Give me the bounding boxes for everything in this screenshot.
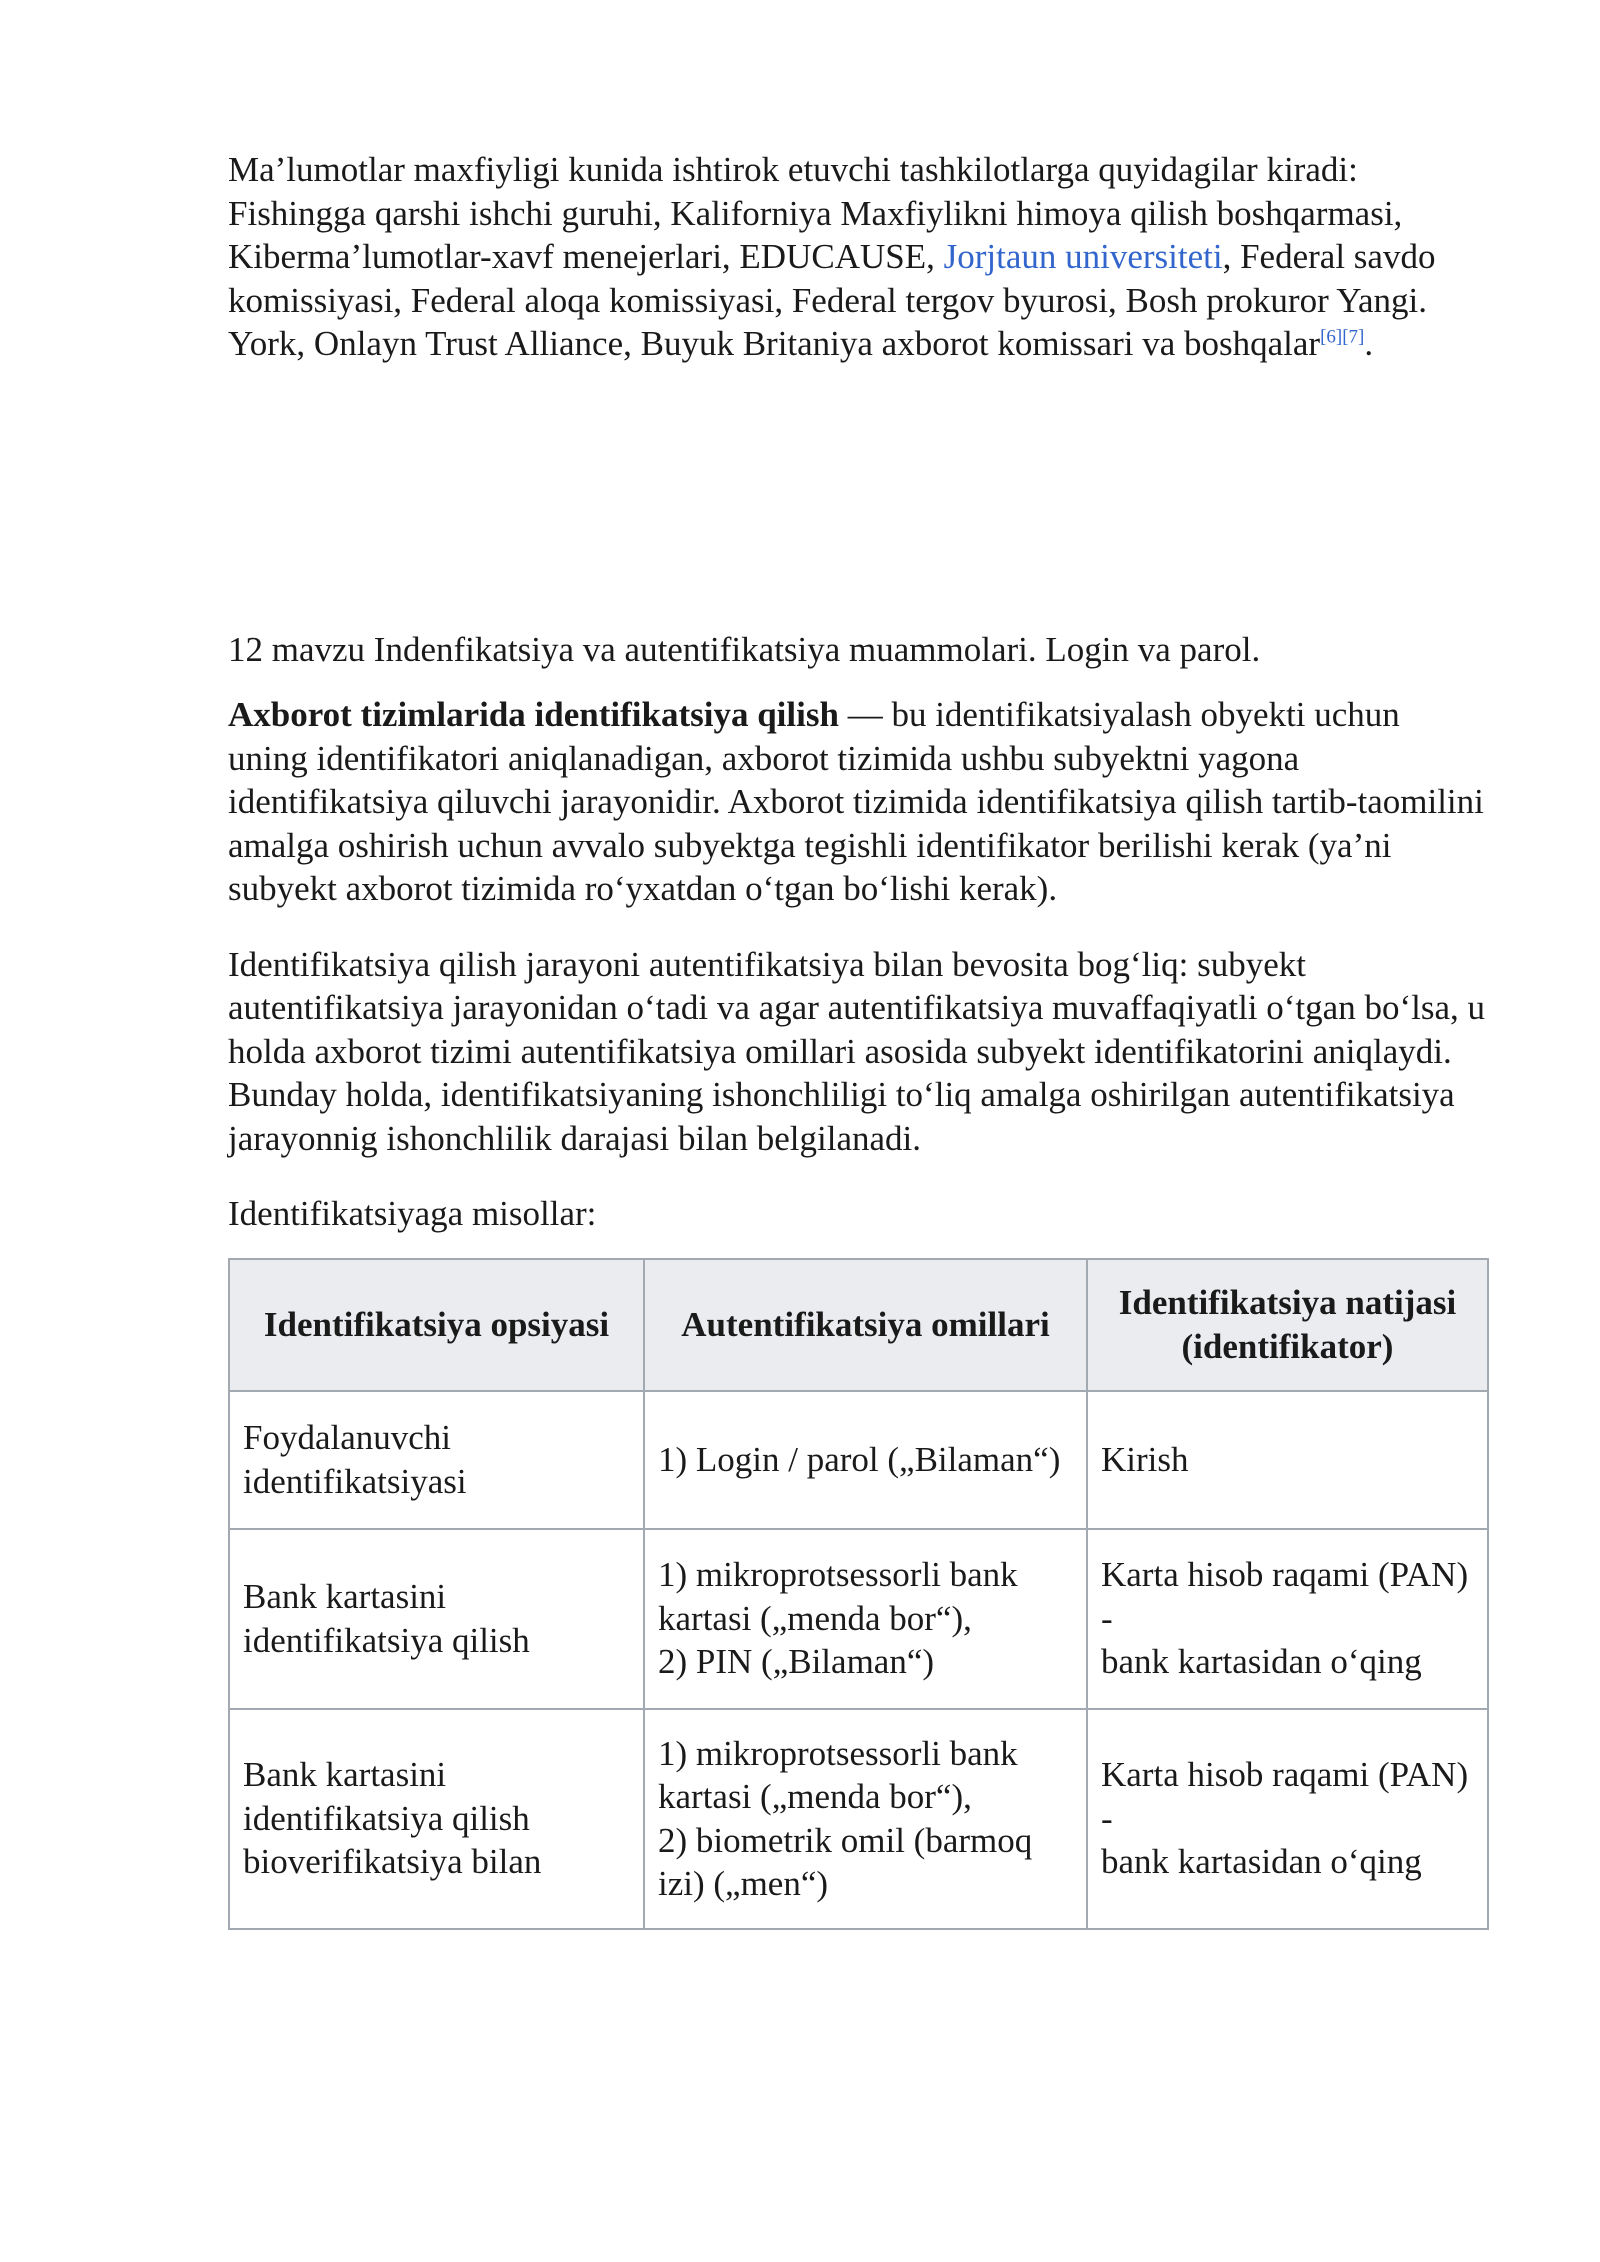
table-row xyxy=(229,1529,1488,1709)
cell-option: Bank kartasini identifikatsiya qilish bioverifikatsiya bilan xyxy=(229,1709,644,1929)
table-header-row xyxy=(229,1259,1488,1391)
examples-label: Identifikatsiyaga misollar: xyxy=(228,1194,597,1233)
cell-result xyxy=(1087,1709,1488,1929)
table-row xyxy=(229,1391,1488,1529)
header-identification-result: Identifikatsiya natijasi (identifikator) xyxy=(1087,1259,1488,1391)
factor-line: 1) mikroprotsessorli bank kartasi („menda bor“), xyxy=(658,1733,1018,1816)
cell-factors xyxy=(644,1391,1087,1529)
result-line: Kirish xyxy=(1101,1439,1189,1479)
georgetown-university-link[interactable]: Jorjtaun universiteti xyxy=(943,237,1223,276)
blank-space xyxy=(228,366,1488,628)
result-line: Karta hisob raqami (PAN) - xyxy=(1101,1555,1469,1638)
reference-links[interactable]: [6][7] xyxy=(1320,326,1365,348)
cell-factors xyxy=(644,1529,1087,1709)
header-identification-option: Identifikatsiya opsiyasi xyxy=(229,1259,644,1391)
cell-result xyxy=(1087,1391,1488,1529)
intro-paragraph xyxy=(228,148,1488,366)
header-authentication-factors: Autentifikatsiya omillari xyxy=(644,1259,1087,1391)
table-row xyxy=(229,1709,1488,1929)
cell-factors xyxy=(644,1709,1087,1929)
cell-option: Bank kartasini identifikatsiya qilish xyxy=(229,1529,644,1709)
result-line: bank kartasidan o‘qing xyxy=(1101,1842,1422,1882)
cell-result xyxy=(1087,1529,1488,1709)
identification-examples-table xyxy=(228,1258,1489,1930)
factor-line: 2) PIN („Bilaman“) xyxy=(658,1642,935,1682)
document-page xyxy=(228,148,1488,1930)
factor-line: 1) mikroprotsessorli bank kartasi („menda bor“), xyxy=(658,1555,1018,1638)
intro-text-after-link: , Federal savdo komissiyasi, Federal aloqa komissiyasi, Federal tergov byurosi, Bosh prokuror Yangi. York, Onlayn Trust Alliance, Buyuk Britaniya axborot komissari va boshqalar xyxy=(228,237,1436,363)
result-line: bank kartasidan o‘qing xyxy=(1101,1642,1422,1682)
result-line: Karta hisob raqami (PAN) - xyxy=(1101,1755,1469,1838)
intro-text-before-link: Ma’lumotlar maxfiyligi kunida ishtirok etuvchi tashkilotlarga quyidagilar kiradi: Fishingga qarshi ishchi guruhi, Kaliforniya Maxfiylikni himoya qilish boshqarmasi, Kiberma’lumotlar-xavf menejerlari, EDUCAUSE, xyxy=(228,150,1403,276)
factor-line: 2) biometrik omil (barmoq izi) („men“) xyxy=(658,1820,1033,1903)
definition-text: — bu identifikatsiyalash obyekti uchun uning identifikatori aniqlanadigan, axborot tizimida ushbu subyektni yagona identifikatsiya qiluvchi jarayonidir. Axborot tizimida identifikatsiya qilish tartib-taomilini amalga oshirish uchun avvalo subyektga tegishli identifikator berilishi kerak (ya’ni subyekt axborot tizimida ro‘yxatdan o‘tgan bo‘lishi kerak). xyxy=(228,695,1484,908)
topic-title: 12 mavzu Indenfikatsiya va autentifikatsiya muammolari. Login va parol. xyxy=(228,629,1261,669)
definition-term: Axborot tizimlarida identifikatsiya qilish xyxy=(228,695,839,734)
intro-end: . xyxy=(1364,324,1374,363)
definition-paragraph xyxy=(228,693,1488,911)
cell-option: Foydalanuvchi identifikatsiyasi xyxy=(229,1391,644,1529)
factor-line: 1) Login / parol („Bilaman“) xyxy=(658,1439,1061,1479)
identification-paragraph: Identifikatsiya qilish jarayoni autentifikatsiya bilan bevosita bog‘liq: subyekt autentifikatsiya jarayonidan o‘tadi va agar autentifikatsiya muvaffaqiyatli o‘tgan bo‘lsa, u holda axborot tizimi autentifikatsiya omillari asosida subyekt identifikatorini aniqlaydi. Bunday holda, identifikatsiyaning ishonchliligi to‘liq amalga oshirilgan autentifikatsiya jarayonnig ishonchlilik darajasi bilan belgilanadi. xyxy=(228,944,1485,1158)
